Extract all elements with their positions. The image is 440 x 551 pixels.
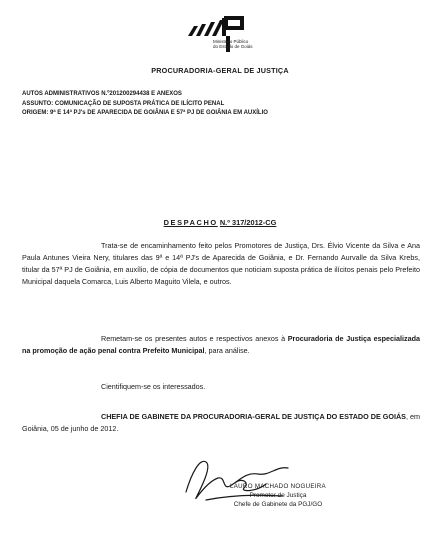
signature-block	[230, 482, 326, 509]
ministerio-publico-logo	[186, 16, 266, 56]
paragraph-3	[22, 381, 420, 393]
assunto-line: ASSUNTO: COMUNICAÇÃO DE SUPOSTA PRÁTICA DE ILÍCITO PENAL	[22, 100, 225, 107]
despacho-number: N.º 317/2012-CG	[219, 218, 277, 227]
paragraph-2-end: , para análise.	[204, 346, 250, 355]
paragraph-4	[22, 411, 420, 435]
paragraph-1-text: Trata-se de encaminhamento feito pelos Promotores de Justiça, Drs. Élvio Vicente da Silva e Ana Paula Antunes Vieira Nery, titulares das 9ª e 14ª PJ's de Aparecida de Goiânia, e Dr. Fernando Aurvalle da Silva Krebs, titular da 57ª PJ de Goiânia, em auxílio, de cópia de documentos que noticiam suposta prática de ilícitos penais pelo Prefeito Municipal daquela Comarca, Luis Alberto Maguito Vilela, e outros.	[22, 241, 420, 286]
paragraph-2	[22, 333, 420, 357]
paragraph-2-bold: Procuradoria de Justiça especializada na promoção de ação penal contra Prefeito Municipal	[22, 334, 420, 355]
paragraph-2-start: Remetam-se os presentes autos e respectivos anexos à	[101, 334, 286, 343]
signer-role-2: Chefe de Gabinete da PGJ/GO	[233, 501, 323, 508]
signer-role-1: Promotor de Justiça	[249, 492, 307, 499]
origem-line: ORIGEM: 9ª E 14ª PJ's DE APARECIDA DE GOIÂNIA E 57ª PJ DE GOIÂNIA EM AUXÍLIO	[22, 110, 268, 116]
case-metadata	[22, 90, 268, 119]
despacho-heading	[0, 218, 440, 227]
page-title: PROCURADORIA-GERAL DE JUSTIÇA	[151, 66, 289, 75]
autos-line: AUTOS ADMINISTRATIVOS N.º201200294438 E ANEXOS	[22, 91, 182, 97]
despacho-label: DESPACHO	[163, 218, 218, 227]
paragraph-4-end: , em Goiânia, 05 de junho de 2012.	[22, 412, 421, 433]
paragraph-3-text: Cientifiquem-se os interessados.	[101, 382, 206, 391]
signer-name: LAURO MACHADO NOGUEIRA	[230, 483, 326, 490]
org-line2: do Estado de Goiás	[213, 44, 253, 49]
paragraph-4-bold: CHEFIA DE GABINETE DA PROCURADORIA-GERAL DE JUSTIÇA DO ESTADO DE GOIÁS	[101, 412, 406, 421]
logo-text	[213, 39, 253, 49]
paragraph-1	[22, 240, 420, 288]
org-line1: Ministério Público	[213, 39, 249, 44]
